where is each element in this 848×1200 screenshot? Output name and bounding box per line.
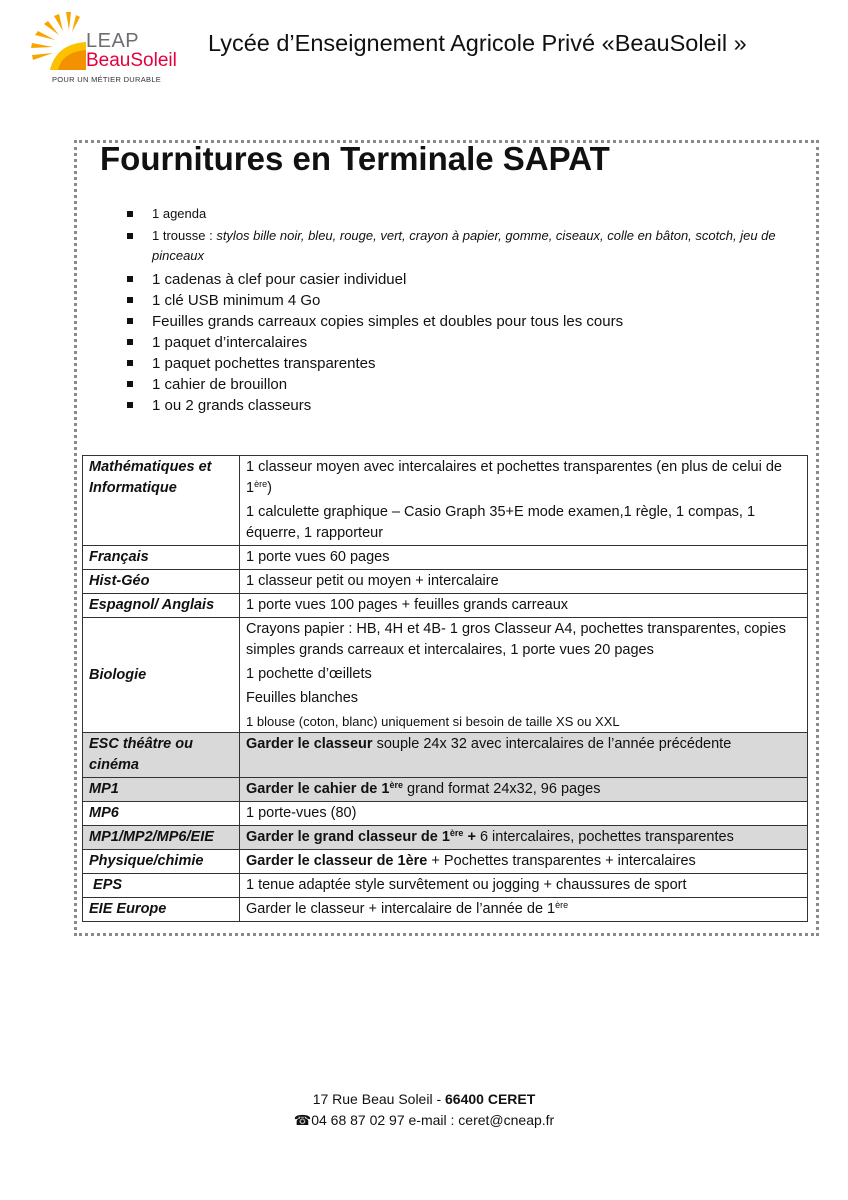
phone-icon: ☎ bbox=[293, 1112, 312, 1128]
list-item: Feuilles grands carreaux copies simples et doubles pour tous les cours bbox=[126, 311, 786, 332]
items-cell: Garder le grand classeur de 1ère + 6 intercalaires, pochettes transparentes bbox=[240, 826, 808, 850]
subject-cell: Physique/chimie bbox=[83, 850, 240, 874]
items-cell: Garder le classeur de 1ère + Pochettes transparentes + intercalaires bbox=[240, 850, 808, 874]
list-item: 1 agenda bbox=[126, 204, 786, 224]
subject-cell: ESC théâtre ou cinéma bbox=[83, 733, 240, 778]
list-item: 1 cahier de brouillon bbox=[126, 374, 786, 395]
list-item: 1 cadenas à clef pour casier individuel bbox=[126, 269, 786, 290]
subject-cell: EPS bbox=[83, 874, 240, 898]
table-row bbox=[83, 546, 808, 570]
logo-name: BeauSoleil bbox=[86, 50, 177, 71]
subject-cell: MP1/MP2/MP6/EIE bbox=[83, 826, 240, 850]
table-row bbox=[83, 594, 808, 618]
footer-contact: ☎04 68 87 02 97 e-mail : ceret@cneap.fr bbox=[293, 1112, 555, 1128]
items-cell: Garder le classeur souple 24x 32 avec intercalaires de l’année précédente bbox=[240, 733, 808, 778]
items-cell: 1 classeur petit ou moyen + intercalaire bbox=[240, 570, 808, 594]
table-row bbox=[83, 802, 808, 826]
items-cell: 1 porte vues 100 pages + feuilles grands carreaux bbox=[240, 594, 808, 618]
footer-address: 17 Rue Beau Soleil - 66400 CERET bbox=[312, 1091, 536, 1107]
items-cell: Garder le cahier de 1ère grand format 24x32, 96 pages bbox=[240, 778, 808, 802]
logo-brand: LEAP bbox=[86, 30, 140, 52]
table-row bbox=[83, 874, 808, 898]
table-row bbox=[83, 570, 808, 594]
table-row bbox=[83, 456, 808, 546]
subject-cell: Espagnol/ Anglais bbox=[83, 594, 240, 618]
table-row bbox=[83, 778, 808, 802]
subject-cell: Biologie bbox=[83, 618, 240, 733]
subject-cell: MP6 bbox=[83, 802, 240, 826]
subject-cell: Français bbox=[83, 546, 240, 570]
list-item: 1 ou 2 grands classeurs bbox=[126, 395, 786, 416]
school-logo bbox=[28, 8, 178, 88]
list-item: 1 clé USB minimum 4 Go bbox=[126, 290, 786, 311]
table-row bbox=[83, 850, 808, 874]
items-cell: Garder le classeur + intercalaire de l’année de 1ère bbox=[240, 898, 808, 922]
table-row bbox=[83, 898, 808, 922]
subject-cell: Mathématiques et Informatique bbox=[83, 456, 240, 546]
supplies-list bbox=[126, 204, 786, 416]
items-cell: 1 classeur moyen avec intercalaires et pochettes transparentes (en plus de celui de 1ère) 1 calculette graphique – Casio Graph 35+E mode examen,1 règle, 1 compas, 1 équerre, 1 rapporteur bbox=[240, 456, 808, 546]
items-cell: 1 tenue adaptée style survêtement ou jogging + chaussures de sport bbox=[240, 874, 808, 898]
table-row bbox=[83, 826, 808, 850]
school-title: Lycée d’Enseignement Agricole Privé «BeauSoleil » bbox=[208, 30, 747, 56]
subject-cell: Hist-Géo bbox=[83, 570, 240, 594]
subjects-table bbox=[82, 455, 808, 922]
list-item: 1 paquet d’intercalaires bbox=[126, 332, 786, 353]
list-item: 1 paquet pochettes transparentes bbox=[126, 353, 786, 374]
items-cell: 1 porte vues 60 pages bbox=[240, 546, 808, 570]
page-title: Fournitures en Terminale SAPAT bbox=[100, 140, 610, 177]
items-cell: Crayons papier : HB, 4H et 4B- 1 gros Classeur A4, pochettes transparentes, copies simples grands carreaux et intercalaires, 1 porte vues 20 pages 1 pochette d’œillets Feuilles blanches 1 blouse (coton, blanc) uniquement si besoin de taille XS ou XXL bbox=[240, 618, 808, 733]
table-row bbox=[83, 618, 808, 733]
list-item: 1 trousse : stylos bille noir, bleu, rouge, vert, crayon à papier, gomme, ciseaux, colle en bâton, scotch, jeu de pinceaux bbox=[126, 226, 786, 266]
subject-cell: EIE Europe bbox=[83, 898, 240, 922]
items-cell: 1 porte-vues (80) bbox=[240, 802, 808, 826]
table-row bbox=[83, 733, 808, 778]
logo-tagline: POUR UN MÉTIER DURABLE bbox=[52, 75, 162, 84]
subject-cell: MP1 bbox=[83, 778, 240, 802]
